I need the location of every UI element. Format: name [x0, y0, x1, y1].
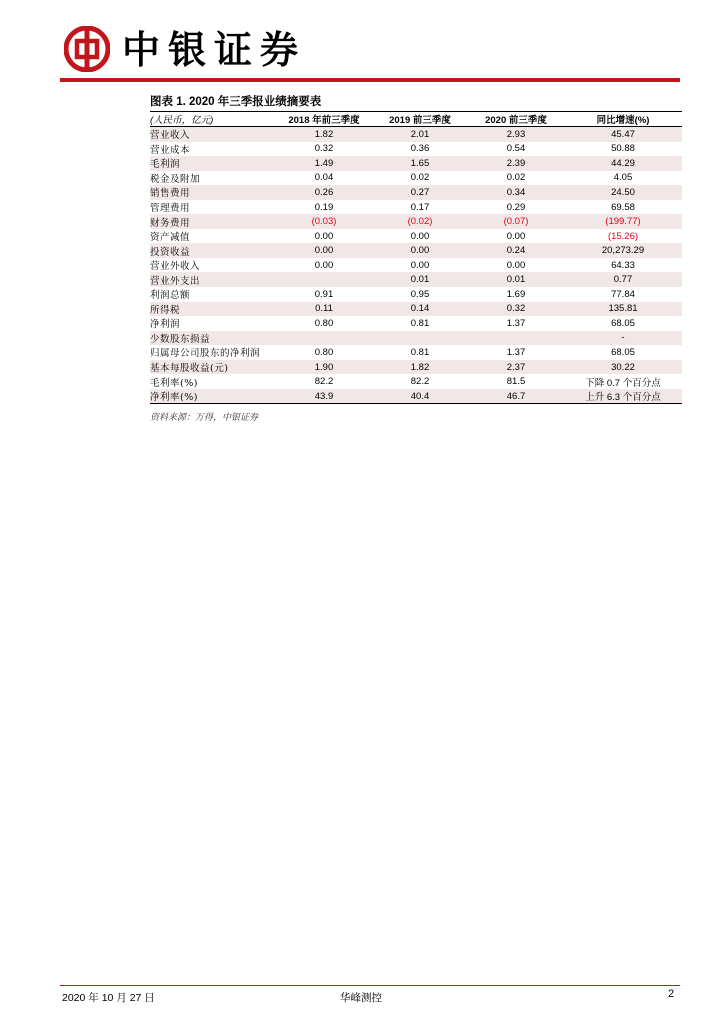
table-cell: 43.9	[276, 389, 372, 404]
column-header-2018: 2018 年前三季度	[288, 115, 360, 126]
table-row	[150, 200, 682, 215]
table-cell: 50.88	[611, 143, 635, 155]
table-cell: 0.02	[506, 172, 526, 184]
table-row	[150, 389, 682, 404]
table-cell: 64.33	[611, 259, 635, 271]
row-label: 所得税	[150, 302, 276, 317]
table-cell: 0.00	[314, 230, 334, 242]
table-cell: 0.81	[410, 317, 430, 329]
table-cell: 20,273.29	[564, 243, 682, 258]
row-label: 少数股东损益	[150, 331, 276, 346]
table-cell: 24.50	[564, 185, 682, 200]
table-row	[150, 331, 682, 346]
table-cell	[468, 331, 564, 346]
row-label: 利润总额	[150, 290, 191, 302]
table-cell: 1.65	[372, 156, 468, 171]
row-label: 投资收益	[150, 243, 276, 258]
table-cell: 0.01	[372, 272, 468, 287]
table-row	[150, 258, 682, 273]
row-label: 营业成本	[150, 144, 191, 156]
table-cell: 0.36	[410, 143, 430, 155]
table-cell: 上升 6.3 个百分点	[564, 389, 682, 404]
table-cell: 2.37	[468, 360, 564, 375]
column-header-2019: 2019 前三季度	[389, 115, 451, 126]
table-row	[150, 171, 682, 186]
column-header-yoy: 同比增速(%)	[596, 115, 650, 126]
table-row	[150, 229, 682, 244]
table-cell: 0.02	[410, 172, 430, 184]
row-label: 营业外支出	[150, 272, 276, 287]
table-cell: 81.5	[506, 376, 526, 388]
row-label: 毛利率(%)	[150, 377, 198, 389]
table-cell: 0.19	[314, 201, 334, 213]
table-row	[150, 272, 682, 287]
table-cell: 1.49	[276, 156, 372, 171]
table-cell	[372, 331, 468, 346]
row-label: 财务费用	[150, 214, 276, 229]
table-cell: 0.24	[468, 243, 564, 258]
table-row	[150, 127, 682, 142]
table-cell: 1.69	[506, 288, 526, 300]
table-cell: 0.34	[468, 185, 564, 200]
table-row	[150, 345, 682, 360]
page-header	[64, 26, 684, 78]
row-label: 净利润	[150, 319, 181, 331]
column-header-unit: (人民币，亿元)	[150, 115, 214, 126]
table-row	[150, 142, 682, 157]
financial-summary-table	[150, 112, 682, 404]
footer-company: 华峰测控	[340, 992, 382, 1004]
table-cell: 0.29	[506, 201, 526, 213]
table-header-row	[150, 112, 682, 127]
table-cell: 0.17	[410, 201, 430, 213]
table-cell: 1.37	[506, 317, 526, 329]
table-cell: 0.77	[564, 272, 682, 287]
table-cell: 0.14	[372, 302, 468, 317]
table-cell: 68.05	[611, 317, 635, 329]
table-cell: 0.00	[410, 259, 430, 271]
table-cell: 0.27	[372, 185, 468, 200]
table-cell: -	[564, 331, 682, 346]
table-cell: 1.82	[372, 360, 468, 375]
table-cell: 68.05	[611, 346, 635, 358]
figure-title: 图表 1. 2020 年三季报业绩摘要表	[150, 96, 322, 108]
row-label: 净利率(%)	[150, 389, 276, 404]
table-cell: 46.7	[468, 389, 564, 404]
table-cell: 1.37	[506, 346, 526, 358]
table-row	[150, 316, 682, 331]
row-label: 销售费用	[150, 185, 276, 200]
table-cell: 4.05	[613, 172, 633, 184]
page-number: 2	[668, 988, 675, 1000]
table-row	[150, 185, 682, 200]
table-cell: 0.81	[410, 346, 430, 358]
row-label: 营业收入	[150, 127, 276, 142]
table-row	[150, 243, 682, 258]
table-cell: (0.02)	[372, 214, 468, 229]
table-cell: 44.29	[564, 156, 682, 171]
table-cell: 0.01	[468, 272, 564, 287]
row-label: 归属母公司股东的净利润	[150, 348, 261, 360]
table-cell: (0.07)	[468, 214, 564, 229]
table-row	[150, 302, 682, 317]
table-cell: 0.54	[506, 143, 526, 155]
table-cell: 下降 0.7 个百分点	[585, 377, 661, 389]
table-cell	[276, 331, 372, 346]
table-cell: 0.80	[314, 346, 334, 358]
table-cell: 0.00	[506, 259, 526, 271]
table-row	[150, 287, 682, 302]
table-cell: 0.91	[314, 288, 334, 300]
table-row	[150, 156, 682, 171]
row-label: 资产减值	[150, 232, 191, 244]
table-cell: 0.00	[276, 243, 372, 258]
table-cell: 82.2	[410, 376, 430, 388]
table-cell: 2.01	[372, 127, 468, 142]
table-cell: (0.03)	[276, 214, 372, 229]
table-row	[150, 374, 682, 389]
table-cell: 69.58	[611, 201, 635, 213]
table-row	[150, 360, 682, 375]
table-body	[150, 127, 682, 404]
brand-name: 中银证券	[122, 27, 307, 72]
table-cell: 0.95	[410, 288, 430, 300]
bank-of-china-logo-icon	[64, 26, 110, 72]
table-cell: 0.00	[314, 259, 334, 271]
row-label: 管理费用	[150, 203, 191, 214]
table-cell: 45.47	[564, 127, 682, 142]
row-label: 税金及附加	[150, 173, 201, 185]
table-cell: 0.32	[468, 302, 564, 317]
row-label: 基本每股收益(元)	[150, 360, 276, 375]
table-cell: 2.93	[468, 127, 564, 142]
table-cell: 1.90	[276, 360, 372, 375]
footer-date: 2020 年 10 月 27 日	[62, 992, 155, 1004]
table-cell: 1.82	[276, 127, 372, 142]
table-cell: 135.81	[564, 302, 682, 317]
table-row	[150, 214, 682, 229]
table-cell: (199.77)	[564, 214, 682, 229]
row-label: 营业外收入	[150, 261, 201, 273]
table-cell: 0.32	[314, 143, 334, 155]
table-cell: 0.04	[314, 172, 334, 184]
table-cell: 0.26	[276, 185, 372, 200]
column-header-2020: 2020 前三季度	[485, 115, 547, 126]
table-cell: 82.2	[314, 376, 334, 388]
row-label: 毛利润	[150, 156, 276, 171]
table-cell: 0.00	[410, 230, 430, 242]
table-cell: (15.26)	[607, 230, 639, 242]
source-note: 资料来源：万得，中银证券	[150, 413, 259, 423]
table-cell: 0.80	[314, 317, 334, 329]
table-cell: 0.00	[372, 243, 468, 258]
table-cell: 30.22	[564, 360, 682, 375]
table-cell	[276, 272, 372, 287]
table-cell: 40.4	[372, 389, 468, 404]
table-cell: 0.11	[276, 302, 372, 317]
header-divider	[60, 78, 680, 82]
footer-divider	[60, 985, 680, 986]
table-cell: 0.00	[506, 230, 526, 242]
table-cell: 2.39	[468, 156, 564, 171]
table-cell: 77.84	[611, 288, 635, 300]
